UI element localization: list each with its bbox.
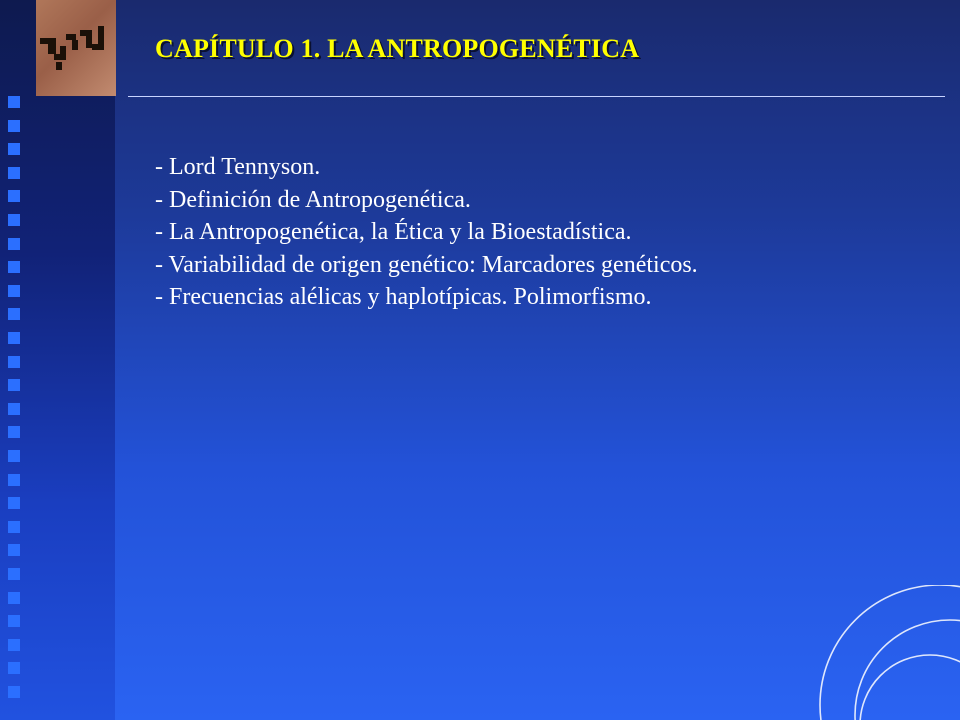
side-square	[8, 497, 20, 509]
side-square	[8, 285, 20, 297]
side-square	[8, 521, 20, 533]
topic-item: - Variabilidad de origen genético: Marcadores genéticos.	[155, 251, 698, 278]
side-square	[8, 120, 20, 132]
concentric-rings-ornament	[790, 585, 960, 720]
side-square	[8, 96, 20, 108]
side-square	[8, 615, 20, 627]
topic-item: - Lord Tennyson.	[155, 154, 321, 180]
side-square	[8, 474, 20, 486]
topic-item: - Frecuencias alélicas y haplotípicas. Polimorfismo.	[155, 284, 652, 310]
side-square	[8, 167, 20, 179]
side-square	[8, 190, 20, 202]
university-logo-mark	[36, 0, 116, 96]
side-square	[8, 568, 20, 580]
side-square	[8, 214, 20, 226]
side-square	[8, 379, 20, 391]
side-square	[8, 261, 20, 273]
side-square	[8, 308, 20, 320]
side-square	[8, 639, 20, 651]
side-square	[8, 592, 20, 604]
side-square	[8, 238, 20, 250]
side-square	[8, 143, 20, 155]
side-square	[8, 662, 20, 674]
title-divider	[128, 96, 945, 97]
topic-item: - Definición de Antropogenética.	[155, 186, 471, 213]
side-square	[8, 426, 20, 438]
topic-list	[155, 151, 698, 314]
side-square	[8, 450, 20, 462]
side-square-column	[8, 96, 26, 716]
side-square	[8, 686, 20, 698]
side-square	[8, 356, 20, 368]
slide-title: CAPÍTULO 1. LA ANTROPOGENÉTICA	[155, 34, 640, 63]
side-square	[8, 544, 20, 556]
side-square	[8, 332, 20, 344]
topic-item: - La Antropogenética, la Ética y la Bioestadística.	[155, 219, 632, 245]
left-band	[0, 0, 115, 720]
side-square	[8, 403, 20, 415]
